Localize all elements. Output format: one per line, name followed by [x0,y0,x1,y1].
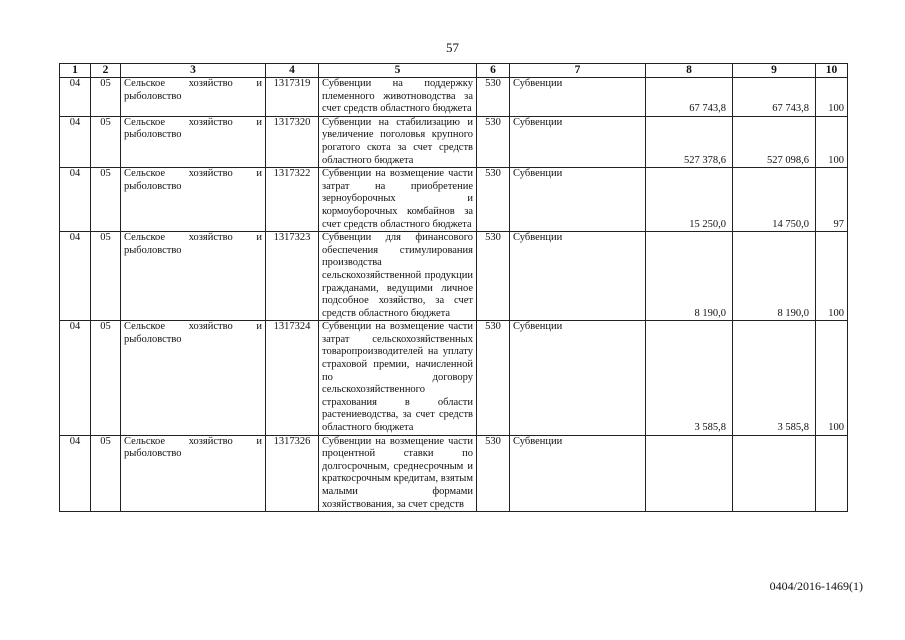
expense-description: Субвенции на возмещение части процентной ставки по долгосрочным, среднесрочным и краткосрочным кредитам, взятым малыми формами хозяйствования, за счет средств [319,435,477,512]
actual-amount [733,435,816,512]
expense-type-code: 530 [477,321,510,435]
expense-type-code: 530 [477,435,510,512]
subsection-code: 05 [91,168,121,232]
section-name: Сельское хозяйство и рыболовство [121,435,266,512]
actual-amount: 67 743,8 [733,78,816,117]
table-row [60,116,848,167]
header-row [60,64,848,78]
section-name: Сельское хозяйство и рыболовство [121,321,266,435]
planned-amount: 8 190,0 [646,232,733,321]
table-row [60,321,848,435]
expense-description: Субвенции на возмещение части затрат на приобретение зерноуборочных и кормоуборочных комбайнов за счет средств областного бюджета [319,168,477,232]
expense-type-name: Субвенции [510,168,646,232]
actual-amount: 14 750,0 [733,168,816,232]
page-number: 57 [446,40,459,55]
column-header: 1 [60,64,91,78]
column-header: 10 [816,64,848,78]
column-header: 4 [266,64,319,78]
expense-description: Субвенции на стабилизацию и увеличение поголовья крупного рогатого скота за счет средств областного бюджета [319,116,477,167]
actual-amount: 3 585,8 [733,321,816,435]
target-article-code: 1317319 [266,78,319,117]
target-article-code: 1317326 [266,435,319,512]
section-name: Сельское хозяйство и рыболовство [121,168,266,232]
section-code: 04 [60,321,91,435]
section-code: 04 [60,232,91,321]
expense-description: Субвенции на возмещение части затрат сельскохозяйственных товаропроизводителей на уплату страховой премии, начисленной по договору сельскохозяйственного страхования в области растениеводства, за счет средств областного бюджета [319,321,477,435]
execution-percent [816,435,848,512]
actual-amount: 8 190,0 [733,232,816,321]
table-row [60,78,848,117]
table-row [60,232,848,321]
target-article-code: 1317320 [266,116,319,167]
column-header: 9 [733,64,816,78]
target-article-code: 1317323 [266,232,319,321]
column-header: 3 [121,64,266,78]
expense-description: Субвенции для финансового обеспечения стимулирования производства сельскохозяйственной продукции гражданами, ведущими личное подсобное хозяйство, за счет средств областного бюджета [319,232,477,321]
target-article-code: 1317322 [266,168,319,232]
section-code: 04 [60,116,91,167]
column-header: 5 [319,64,477,78]
planned-amount: 527 378,6 [646,116,733,167]
section-code: 04 [60,78,91,117]
target-article-code: 1317324 [266,321,319,435]
planned-amount: 67 743,8 [646,78,733,117]
table-row [60,168,848,232]
execution-percent: 97 [816,168,848,232]
execution-percent: 100 [816,321,848,435]
subsection-code: 05 [91,435,121,512]
expense-type-name: Субвенции [510,232,646,321]
subsection-code: 05 [91,321,121,435]
expense-type-name: Субвенции [510,78,646,117]
table-row [60,435,848,512]
section-name: Сельское хозяйство и рыболовство [121,116,266,167]
budget-table [59,63,848,512]
expense-type-name: Субвенции [510,321,646,435]
execution-percent: 100 [816,116,848,167]
execution-percent: 100 [816,232,848,321]
expense-type-name: Субвенции [510,116,646,167]
column-header: 7 [510,64,646,78]
column-header: 8 [646,64,733,78]
expense-type-code: 530 [477,116,510,167]
column-header: 2 [91,64,121,78]
expense-type-code: 530 [477,168,510,232]
budget-table-container [59,63,849,560]
section-name: Сельское хозяйство и рыболовство [121,232,266,321]
column-header: 6 [477,64,510,78]
subsection-code: 05 [91,116,121,167]
section-code: 04 [60,168,91,232]
section-name: Сельское хозяйство и рыболовство [121,78,266,117]
document-code: 0404/2016-1469(1) [769,579,863,593]
planned-amount [646,435,733,512]
subsection-code: 05 [91,78,121,117]
subsection-code: 05 [91,232,121,321]
expense-type-code: 530 [477,78,510,117]
planned-amount: 15 250,0 [646,168,733,232]
expense-type-name: Субвенции [510,435,646,512]
section-code: 04 [60,435,91,512]
expense-description: Субвенции на поддержку племенного животноводства за счет средств областного бюджета [319,78,477,117]
expense-type-code: 530 [477,232,510,321]
execution-percent: 100 [816,78,848,117]
actual-amount: 527 098,6 [733,116,816,167]
planned-amount: 3 585,8 [646,321,733,435]
